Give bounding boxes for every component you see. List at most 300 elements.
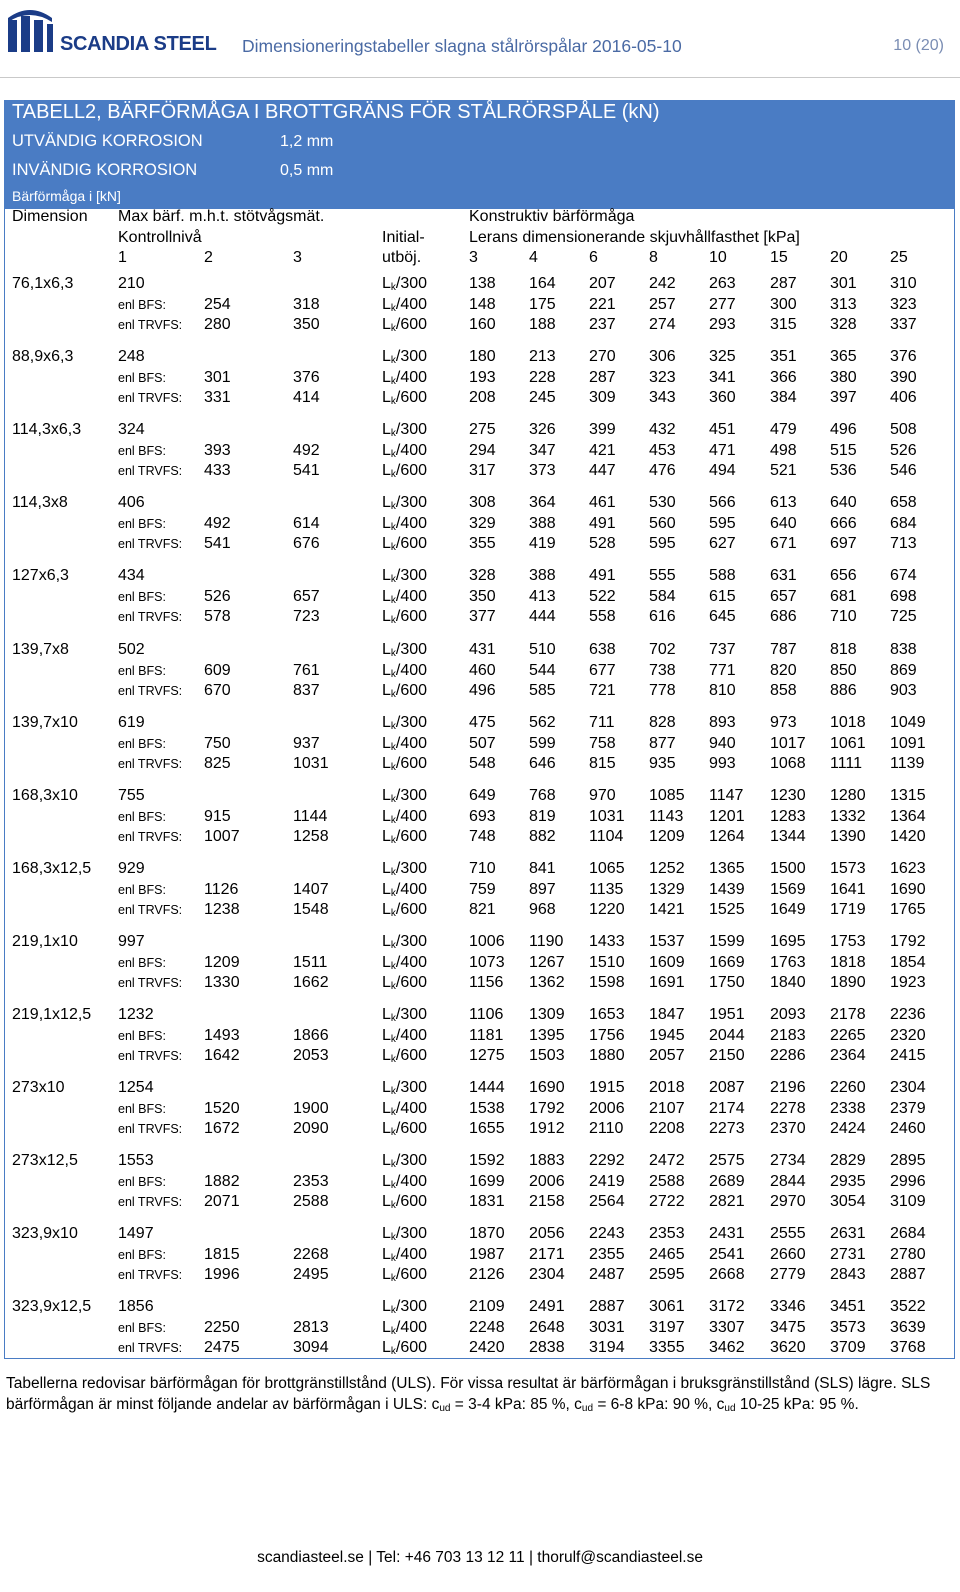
capacity-value: 270 (589, 348, 616, 365)
bfs-k3-value: 1866 (293, 1027, 329, 1044)
lk-suffix: /600 (395, 755, 428, 772)
brand-name: SCANDIA STEEL (60, 33, 217, 55)
col-initial-2: utböj. (382, 249, 422, 266)
capacity-value: 810 (709, 682, 736, 699)
inner-corrosion-value: 0,5 mm (280, 162, 334, 179)
capacity-value: 328 (469, 567, 496, 584)
capacity-value: 326 (529, 421, 556, 438)
capacity-value: 2779 (770, 1266, 806, 1283)
lk-letter: L (382, 1193, 391, 1210)
capacity-value: 2460 (890, 1120, 926, 1137)
lk-subscript: k (390, 1034, 396, 1045)
capacity-value: 711 (589, 714, 615, 731)
initial-deflection-cell (382, 973, 427, 997)
lk-letter: L (382, 316, 391, 333)
capacity-value: 1792 (890, 933, 926, 950)
capacity-value: 1719 (830, 901, 866, 918)
capacity-value: 1332 (830, 808, 866, 825)
capacity-value: 287 (770, 275, 797, 292)
capacity-value: 2158 (529, 1193, 565, 1210)
capacity-value: 2843 (830, 1266, 866, 1283)
capacity-value: 228 (529, 369, 556, 386)
lk-letter: L (382, 901, 391, 918)
capacity-value: 2248 (469, 1319, 505, 1336)
kontroll-1-value: 997 (118, 933, 145, 950)
lk-letter: L (382, 1319, 391, 1336)
capacity-value: 897 (529, 881, 556, 898)
capacity-value: 819 (529, 808, 556, 825)
note-text-4: 10-25 kPa: 95 %. (735, 1396, 859, 1413)
lk-letter: L (382, 369, 391, 386)
capacity-value: 301 (830, 275, 857, 292)
capacity-value: 419 (529, 535, 556, 552)
bfs-k3-value: 2268 (293, 1246, 329, 1263)
capacity-value: 2935 (830, 1173, 866, 1190)
capacity-value: 528 (589, 535, 616, 552)
capacity-value: 1147 (709, 787, 744, 804)
capacity-value: 1283 (770, 808, 806, 825)
dimension-cell: 168,3x12,5 (12, 860, 92, 877)
bfs-k2-value: 301 (204, 369, 231, 386)
bfs-k3-value: 937 (293, 735, 320, 752)
capacity-value: 3109 (890, 1193, 926, 1210)
dimension-cell: 76,1x6,3 (12, 275, 74, 292)
capacity-value: 2107 (649, 1100, 685, 1117)
col-konstruktiv: Konstruktiv bärförmåga (469, 208, 635, 225)
capacity-value: 778 (649, 682, 676, 699)
lk-subscript: k (390, 669, 396, 680)
col-leran: Lerans dimensionerande skjuvhållfasthet [kPa] (469, 229, 800, 246)
bfs-k2-value: 1815 (204, 1246, 240, 1263)
lk-letter: L (382, 714, 391, 731)
capacity-value: 431 (469, 641, 496, 658)
capacity-value: 1669 (709, 954, 745, 971)
capacity-value: 1699 (469, 1173, 505, 1190)
capacity-value: 360 (709, 389, 736, 406)
capacity-value: 1763 (770, 954, 806, 971)
capacity-value: 317 (469, 462, 496, 479)
lk-subscript: k (390, 1107, 396, 1118)
capacity-value: 658 (890, 494, 917, 511)
trvfs-k2-value: 825 (204, 755, 231, 772)
capacity-value: 1181 (469, 1027, 504, 1044)
capacity-value: 453 (649, 442, 676, 459)
bfs-label: enl BFS: (118, 1321, 166, 1335)
lk-letter: L (382, 608, 391, 625)
capacity-value: 2564 (589, 1193, 625, 1210)
kontroll-1-value: 248 (118, 348, 145, 365)
trvfs-label: enl TRVFS: (118, 830, 183, 844)
capacity-value: 2370 (770, 1120, 806, 1137)
capacity-value: 325 (709, 348, 736, 365)
trvfs-k2-value: 2071 (204, 1193, 240, 1210)
capacity-value: 562 (529, 714, 556, 731)
lk-suffix: /400 (395, 735, 428, 752)
bfs-k3-value: 761 (293, 662, 320, 679)
capacity-value: 1915 (589, 1079, 625, 1096)
lk-subscript: k (390, 1305, 396, 1316)
lk-suffix: /600 (395, 1339, 428, 1356)
bfs-k3-value: 1407 (293, 881, 329, 898)
capacity-value: 208 (469, 389, 496, 406)
lk-subscript: k (390, 888, 396, 899)
capacity-value: 1252 (649, 860, 685, 877)
trvfs-k2-value: 1238 (204, 901, 240, 918)
capacity-value: 1315 (890, 787, 926, 804)
initial-deflection-cell (382, 754, 427, 778)
dimension-cell: 139,7x10 (12, 714, 78, 731)
capacity-value: 521 (770, 462, 797, 479)
capacity-value: 2487 (589, 1266, 625, 1283)
capacity-value: 3346 (770, 1298, 806, 1315)
lk-subscript: k (390, 1346, 396, 1357)
lk-suffix: /400 (395, 954, 428, 971)
capacity-value: 3768 (890, 1339, 926, 1356)
capacity-value: 180 (469, 348, 496, 365)
capacity-value: 2044 (709, 1027, 745, 1044)
capacity-value: 1510 (589, 954, 625, 971)
lk-subscript: k (390, 721, 396, 732)
lk-letter: L (382, 535, 391, 552)
capacity-value: 380 (830, 369, 857, 386)
capacity-value: 1890 (830, 974, 866, 991)
capacity-value: 613 (770, 494, 797, 511)
kontroll-1-value: 1553 (118, 1152, 154, 1169)
bfs-k3-value: 2353 (293, 1173, 329, 1190)
trvfs-k3-value: 3094 (293, 1339, 329, 1356)
capacity-value: 1267 (529, 954, 565, 971)
trvfs-k2-value: 541 (204, 535, 231, 552)
capacity-value: 771 (709, 662, 736, 679)
capacity-value: 3031 (589, 1319, 625, 1336)
trvfs-k3-value: 541 (293, 462, 320, 479)
capacity-value: 1420 (890, 828, 926, 845)
capacity-value: 838 (890, 641, 917, 658)
capacity-value: 308 (469, 494, 496, 511)
capacity-value: 1750 (709, 974, 745, 991)
outer-corrosion-value: 1,2 mm (280, 133, 334, 150)
capacity-value: 406 (890, 389, 917, 406)
kontroll-1-value: 619 (118, 714, 145, 731)
capacity-value: 2424 (830, 1120, 866, 1137)
capacity-value: 1220 (589, 901, 625, 918)
capacity-value: 444 (529, 608, 556, 625)
lk-suffix: /400 (395, 588, 428, 605)
trvfs-k2-value: 1996 (204, 1266, 240, 1283)
trvfs-k3-value: 414 (293, 389, 320, 406)
capacity-value: 841 (529, 860, 556, 877)
capacity-value: 1690 (529, 1079, 565, 1096)
capacity-value: 355 (469, 535, 496, 552)
capacity-value: 365 (830, 348, 857, 365)
capacity-value: 710 (469, 860, 496, 877)
lk-letter: L (382, 974, 391, 991)
lk-subscript: k (390, 762, 396, 773)
table-title-block (4, 100, 955, 209)
bfs-label: enl BFS: (118, 444, 166, 458)
capacity-value: 491 (589, 567, 616, 584)
capacity-value: 1695 (770, 933, 806, 950)
lk-suffix: /600 (395, 316, 428, 333)
capacity-value: 828 (649, 714, 676, 731)
bfs-k3-value: 1900 (293, 1100, 329, 1117)
initial-deflection-cell (382, 900, 427, 924)
trvfs-label: enl TRVFS: (118, 1195, 183, 1209)
dimension-cell: 139,7x8 (12, 641, 69, 658)
dimension-cell: 88,9x6,3 (12, 348, 74, 365)
capacity-value: 536 (830, 462, 857, 479)
capacity-value: 1525 (709, 901, 745, 918)
capacity-value: 886 (830, 682, 857, 699)
capacity-value: 390 (890, 369, 917, 386)
col-kpa: 10 (709, 249, 727, 266)
bfs-label: enl BFS: (118, 810, 166, 824)
capacity-value: 1104 (589, 828, 624, 845)
kontroll-1-value: 1497 (118, 1225, 154, 1242)
lk-letter: L (382, 348, 391, 365)
capacity-value: 498 (770, 442, 797, 459)
lk-subscript: k (390, 1232, 396, 1243)
capacity-value: 1870 (469, 1225, 505, 1242)
capacity-value: 2996 (890, 1173, 926, 1190)
kontroll-1-value: 502 (118, 641, 145, 658)
capacity-value: 671 (770, 535, 797, 552)
capacity-value: 221 (589, 296, 616, 313)
capacity-value: 399 (589, 421, 616, 438)
capacity-value: 1190 (529, 933, 564, 950)
lk-suffix: /300 (395, 421, 428, 438)
capacity-value: 1068 (770, 755, 806, 772)
lk-letter: L (382, 588, 391, 605)
capacity-value: 2109 (469, 1298, 505, 1315)
capacity-value: 588 (709, 567, 736, 584)
capacity-value: 698 (890, 588, 917, 605)
capacity-value: 1444 (469, 1079, 505, 1096)
capacity-value: 1049 (890, 714, 926, 731)
capacity-value: 768 (529, 787, 556, 804)
lk-subscript: k (390, 908, 396, 919)
lk-subscript: k (390, 615, 396, 626)
dimension-cell: 114,3x8 (12, 494, 68, 511)
capacity-value: 903 (890, 682, 917, 699)
capacity-value: 397 (830, 389, 857, 406)
capacity-value: 877 (649, 735, 676, 752)
col-kpa: 20 (830, 249, 848, 266)
capacity-value: 175 (529, 296, 556, 313)
capacity-value: 1573 (830, 860, 866, 877)
lk-suffix: /600 (395, 682, 428, 699)
capacity-value: 309 (589, 389, 616, 406)
note-text-1: Tabellerna redovisar bärförmågan för brottgränstillstånd (ULS). För vissa resultat är bärförmågan i bruksgränstillstånd (SLS) lägre. SLS bärförmågan är minst följande andelar av bärförmågan i ULS: c (6, 1375, 931, 1413)
lk-suffix: /600 (395, 1266, 428, 1283)
trvfs-k2-value: 1642 (204, 1047, 240, 1064)
capacity-value: 548 (469, 755, 496, 772)
capacity-value: 560 (649, 515, 676, 532)
page-header (0, 0, 960, 78)
lk-suffix: /300 (395, 275, 428, 292)
lk-letter: L (382, 808, 391, 825)
capacity-value: 627 (709, 535, 736, 552)
capacity-value: 341 (709, 369, 736, 386)
capacity-value: 940 (709, 735, 736, 752)
trvfs-k2-value: 280 (204, 316, 231, 333)
capacity-value: 1106 (469, 1006, 504, 1023)
trvfs-k2-value: 433 (204, 462, 231, 479)
trvfs-label: enl TRVFS: (118, 318, 183, 332)
capacity-value: 1945 (649, 1027, 685, 1044)
capacity-value: 2575 (709, 1152, 745, 1169)
bfs-k3-value: 492 (293, 442, 320, 459)
capacity-value: 329 (469, 515, 496, 532)
capacity-value: 631 (770, 567, 797, 584)
capacity-value: 2093 (770, 1006, 806, 1023)
capacity-value: 1135 (589, 881, 624, 898)
note-sub-3: ud (724, 1403, 736, 1414)
col-kpa: 6 (589, 249, 598, 266)
capacity-value: 2431 (709, 1225, 745, 1242)
capacity-value: 507 (469, 735, 496, 752)
initial-deflection-cell (382, 1338, 427, 1362)
bfs-label: enl BFS: (118, 1175, 166, 1189)
lk-letter: L (382, 1027, 391, 1044)
capacity-value: 677 (589, 662, 616, 679)
bfs-k2-value: 492 (204, 515, 231, 532)
trvfs-label: enl TRVFS: (118, 1049, 183, 1063)
capacity-value: 328 (830, 316, 857, 333)
trvfs-label: enl TRVFS: (118, 903, 183, 917)
capacity-value: 2588 (649, 1173, 685, 1190)
capacity-value: 515 (830, 442, 857, 459)
lk-subscript: k (390, 815, 396, 826)
capacity-value: 1365 (709, 860, 745, 877)
lk-subscript: k (390, 303, 396, 314)
bfs-label: enl BFS: (118, 883, 166, 897)
bfs-label: enl BFS: (118, 1248, 166, 1262)
dimension-cell: 219,1x12,5 (12, 1006, 92, 1023)
lk-subscript: k (390, 648, 396, 659)
capacity-value: 1840 (770, 974, 806, 991)
capacity-value: 2684 (890, 1225, 926, 1242)
lk-letter: L (382, 641, 391, 658)
capacity-value: 1691 (649, 974, 685, 991)
capacity-value: 373 (529, 462, 556, 479)
lk-subscript: k (390, 940, 396, 951)
lk-subscript: k (390, 867, 396, 878)
lk-letter: L (382, 735, 391, 752)
header-divider (0, 77, 960, 78)
lk-suffix: /300 (395, 1006, 428, 1023)
lk-subscript: k (390, 469, 396, 480)
kontroll-1-value: 1856 (118, 1298, 154, 1315)
lk-subscript: k (390, 595, 396, 606)
lk-letter: L (382, 1298, 391, 1315)
capacity-value: 738 (649, 662, 676, 679)
lk-letter: L (382, 389, 391, 406)
col-kpa: 15 (770, 249, 788, 266)
kontroll-1-value: 324 (118, 421, 145, 438)
bfs-k2-value: 1882 (204, 1173, 240, 1190)
capacity-value: 496 (469, 682, 496, 699)
initial-deflection-cell (382, 827, 427, 851)
lk-letter: L (382, 462, 391, 479)
capacity-value: 1433 (589, 933, 625, 950)
capacity-value: 526 (890, 442, 917, 459)
capacity-value: 432 (649, 421, 676, 438)
lk-letter: L (382, 682, 391, 699)
capacity-value: 1143 (649, 808, 684, 825)
lk-letter: L (382, 515, 391, 532)
capacity-value: 566 (709, 494, 736, 511)
lk-suffix: /600 (395, 462, 428, 479)
trvfs-k2-value: 2475 (204, 1339, 240, 1356)
capacity-value: 1854 (890, 954, 926, 971)
bfs-label: enl BFS: (118, 590, 166, 604)
capacity-value: 2491 (529, 1298, 565, 1315)
capacity-value: 213 (529, 348, 556, 365)
capacity-value: 351 (770, 348, 797, 365)
lk-suffix: /400 (395, 1100, 428, 1117)
capacity-value: 475 (469, 714, 496, 731)
capacity-value: 274 (649, 316, 676, 333)
note-text-3: = 6-8 kPa: 90 %, c (593, 1396, 725, 1413)
trvfs-k3-value: 1548 (293, 901, 329, 918)
bfs-k3-value: 376 (293, 369, 320, 386)
capacity-value: 447 (589, 462, 616, 479)
trvfs-label: enl TRVFS: (118, 976, 183, 990)
kontroll-1-value: 1232 (118, 1006, 154, 1023)
capacity-value: 1818 (830, 954, 866, 971)
capacity-value: 1018 (830, 714, 866, 731)
capacity-value: 1395 (529, 1027, 565, 1044)
trvfs-k3-value: 2588 (293, 1193, 329, 1210)
capacity-value: 508 (890, 421, 917, 438)
table-border-right (954, 209, 955, 1359)
trvfs-label: enl TRVFS: (118, 1268, 183, 1282)
lk-subscript: k (390, 961, 396, 972)
note-sub-1: ud (439, 1403, 451, 1414)
capacity-value: 1201 (709, 808, 745, 825)
lk-subscript: k (390, 794, 396, 805)
capacity-value: 1209 (649, 828, 685, 845)
capacity-value: 188 (529, 316, 556, 333)
capacity-value: 377 (469, 608, 496, 625)
capacity-value: 2208 (649, 1120, 685, 1137)
capacity-value: 2304 (890, 1079, 926, 1096)
capacity-value: 1831 (469, 1193, 505, 1210)
capacity-value: 337 (890, 316, 917, 333)
capacity-value: 1390 (830, 828, 866, 845)
capacity-value: 1623 (890, 860, 926, 877)
trvfs-k2-value: 670 (204, 682, 231, 699)
capacity-value: 237 (589, 316, 616, 333)
capacity-value: 275 (469, 421, 496, 438)
lk-letter: L (382, 828, 391, 845)
capacity-value: 1641 (830, 881, 866, 898)
col-kpa: 3 (469, 249, 478, 266)
capacity-value: 2844 (770, 1173, 806, 1190)
capacity-value: 595 (709, 515, 736, 532)
bfs-label: enl BFS: (118, 737, 166, 751)
lk-subscript: k (390, 981, 396, 992)
capacity-value: 2278 (770, 1100, 806, 1117)
capacity-value: 595 (649, 535, 676, 552)
capacity-value: 710 (830, 608, 857, 625)
capacity-value: 3639 (890, 1319, 926, 1336)
bfs-label: enl BFS: (118, 1102, 166, 1116)
lk-suffix: /600 (395, 901, 428, 918)
capacity-value: 1275 (469, 1047, 505, 1064)
lk-letter: L (382, 275, 391, 292)
